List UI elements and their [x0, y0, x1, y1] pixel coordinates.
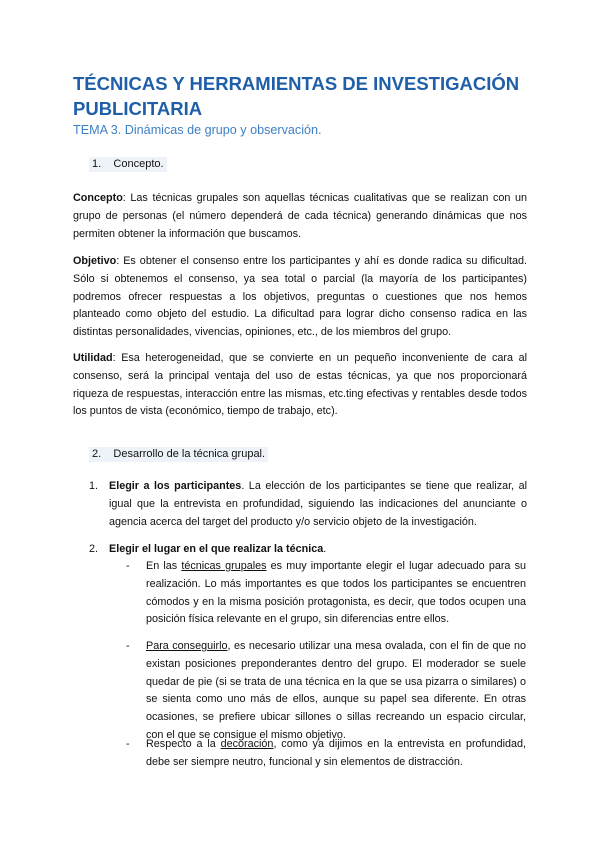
document-subtitle: TEMA 3. Dinámicas de grupo y observación.	[73, 123, 322, 137]
paragraph-term: Utilidad	[73, 352, 113, 364]
bullet-item	[116, 736, 526, 772]
underlined-term: técnicas grupales	[181, 560, 267, 572]
underlined-term: decoración	[220, 738, 274, 750]
paragraph-objetivo	[73, 253, 527, 342]
paragraph-text: : Esa heterogeneidad, que se convierte en un pequeño inconveniente de cara al consenso, será la principal ventaja del uso de estas técnicas, ya que nos proporcionará riqueza de respuestas, interacción entre las mismas, etc.ting efectivas y rentables desde todos los puntos de vista (económico, tiempo de trabajo, etc).	[73, 352, 527, 418]
paragraph-text: : Las técnicas grupales son aquellas técnicas cualitativas que se realizan con un grupo de personas (el número dependerá de cada técnica) generando dinámicas que nos permiten obtener la información que buscamos.	[73, 192, 527, 240]
paragraph-term: Concepto	[73, 192, 123, 204]
paragraph-text: : Es obtener el consenso entre los participantes y ahí es donde radica su dificultad. Sólo si obtenemos el consenso, ya sea total o parcial (la mayoría de los participantes) podremos ofrecer respuestas a los objetivos, preguntas o cuestiones que nos hemos planteado como objeto del estudio. La dificultad para lograr dicho consenso radica en las distintas personalidades, vivencias, opiniones, etc., de los miembros del grupo.	[73, 255, 527, 339]
bullet-text-post: , como ya dijimos en la entrevista en profundidad, debe ser siempre neutro, funcional y sin elementos de distracción.	[146, 738, 526, 768]
bullet-text-pre: En las	[146, 560, 182, 572]
paragraph-term: Objetivo	[73, 255, 117, 267]
bullet-text-pre: Respecto a la	[146, 738, 221, 750]
paragraph-utilidad	[73, 350, 527, 421]
bullet-dash: -	[126, 738, 130, 750]
bullet-text-post: es muy importante elegir el lugar adecuado para su realización. Lo más importantes es que todos los participantes se encuentren cómodos y en la misma posición protagonista, es decir, que todos ocupen una posición física relevante en el grupo, sin diferencias entre ellos.	[146, 560, 526, 626]
section-1-title: Concepto.	[113, 158, 164, 170]
bullet-dash: -	[126, 560, 130, 572]
item-text: .	[323, 543, 327, 555]
section-1-number: 1.	[92, 158, 102, 170]
bullet-item	[116, 558, 526, 629]
item-text: . La elección de los participantes se tiene que realizar, al igual que la entrevista en profundidad, siguiendo las indicaciones del anunciante o agencia acerca del target del producto y/o servicio objeto de la investigación.	[109, 480, 527, 528]
bullet-dash: -	[126, 640, 130, 652]
section-1-heading	[89, 157, 167, 172]
item-number: 2.	[89, 543, 99, 555]
paragraph-concepto	[73, 190, 527, 243]
item-term: Elegir el lugar en el que realizar la técnica	[109, 543, 324, 555]
numbered-item-lugar	[89, 541, 527, 559]
item-term: Elegir a los participantes	[109, 480, 242, 492]
document-title: TÉCNICAS Y HERRAMIENTAS DE INVESTIGACIÓN PUBLICITARIA	[73, 73, 520, 119]
section-2-number: 2.	[92, 448, 102, 460]
section-2-heading	[89, 447, 268, 462]
section-2-title: Desarrollo de la técnica grupal.	[113, 448, 266, 460]
numbered-item-participantes	[89, 478, 527, 531]
underlined-term: Para conseguirlo	[146, 640, 228, 652]
bullet-text-post: , es necesario utilizar una mesa ovalada, con el fin de que no existan posiciones preponderantes dentro del grupo. El moderador se suele quedar de pie (si se trata de una técnica en la que se usa pizarra o similares) o se sienta como uno más de ellos, aunque su papel sea diferente. En otras ocasiones, se prefiere ubicar sillones o sillas recreando un espacio circular, con el que se consigue el mismo objetivo.	[146, 640, 526, 741]
item-number: 1.	[89, 480, 99, 492]
bullet-item	[116, 638, 526, 745]
